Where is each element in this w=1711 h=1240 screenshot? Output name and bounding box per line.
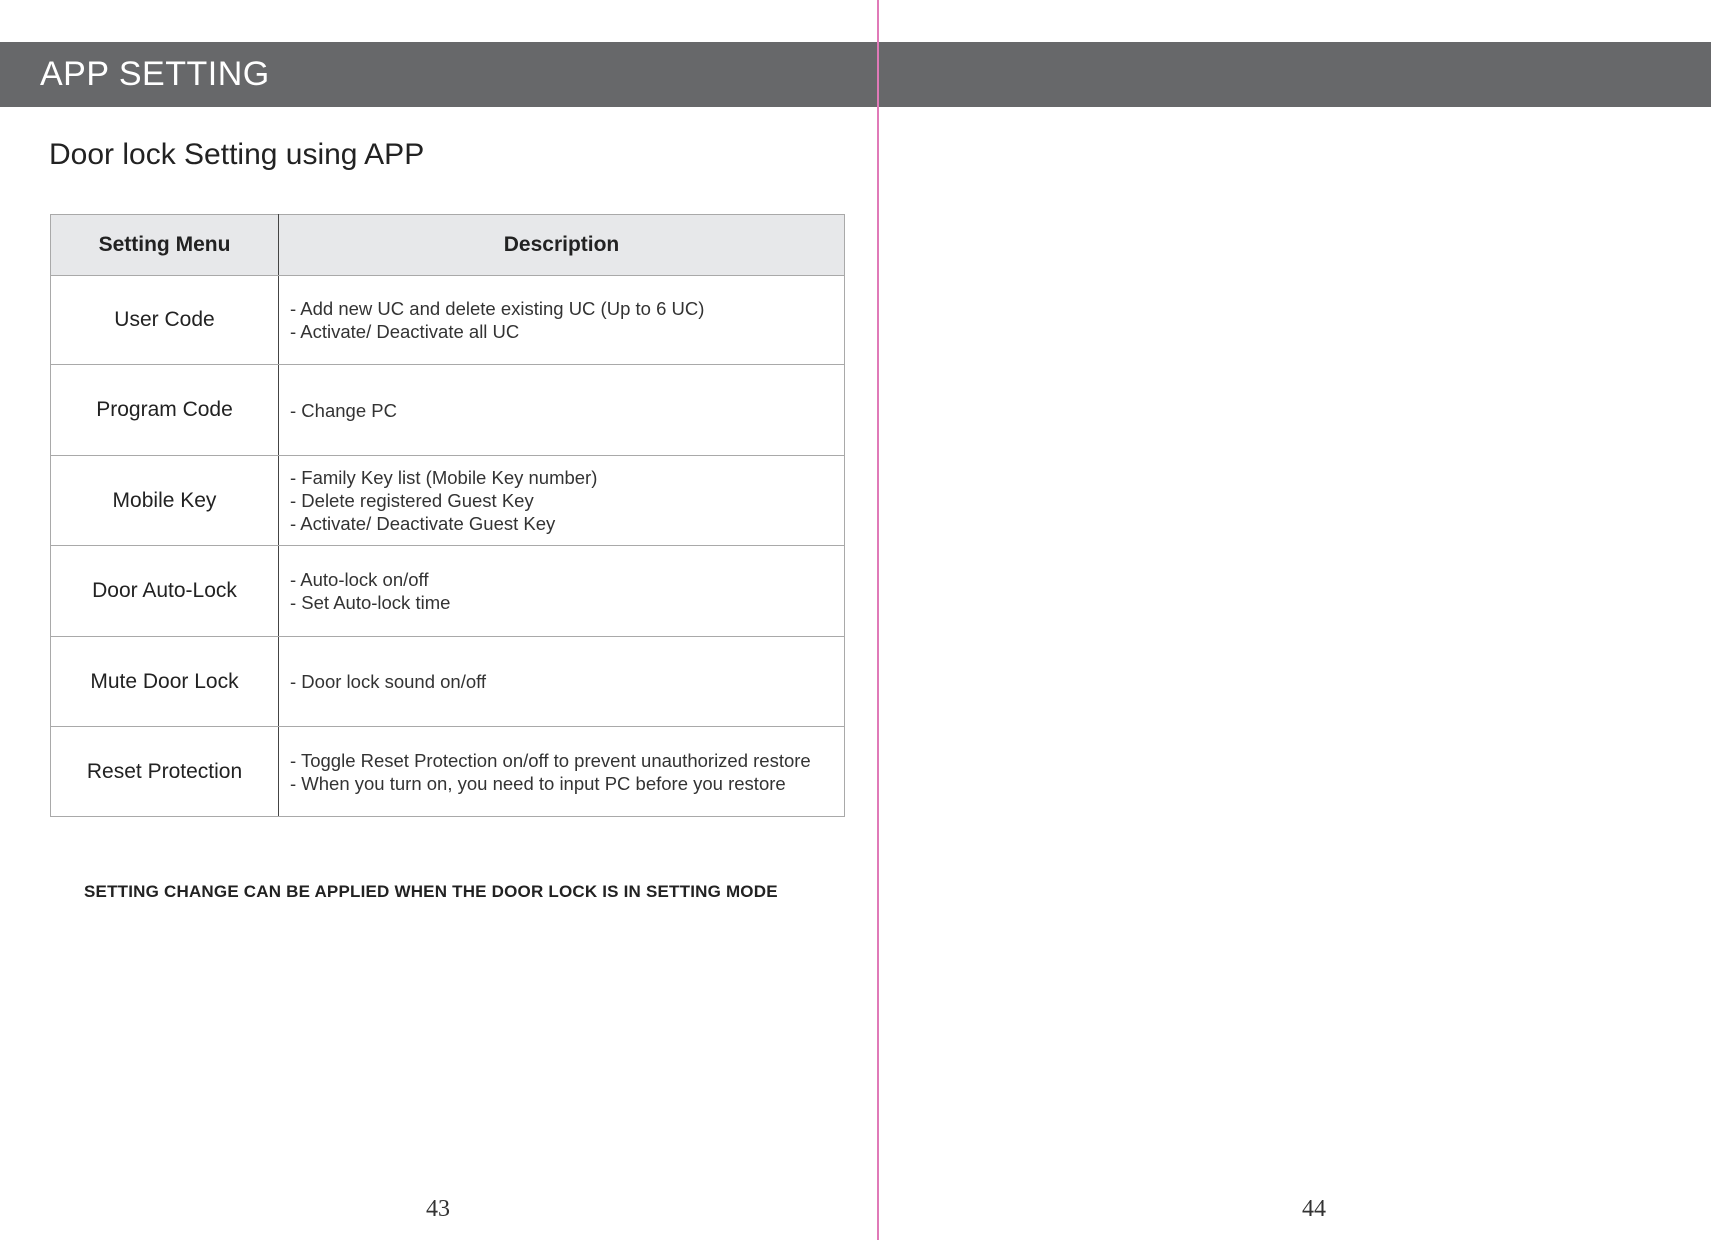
- description-line: - Auto-lock on/off: [290, 569, 429, 590]
- table-row: [51, 637, 845, 727]
- description-line: - When you turn on, you need to input PC before you restore: [290, 772, 786, 794]
- table-row: [51, 727, 845, 817]
- table-row: [51, 276, 845, 365]
- page-number-right: 44: [1302, 1196, 1326, 1222]
- table-row: [51, 546, 845, 637]
- description-line: - Toggle Reset Protection on/off to prevent unauthorized restore: [290, 749, 811, 771]
- description-line: - Add new UC and delete existing UC (Up to 6 UC): [290, 298, 705, 319]
- setting-mode-note: SETTING CHANGE CAN BE APPLIED WHEN THE DOOR LOCK IS IN SETTING MODE: [84, 882, 778, 901]
- table-row: [51, 456, 845, 546]
- menu-cell: Mute Door Lock: [51, 637, 279, 727]
- menu-cell: User Code: [51, 276, 279, 365]
- column-header-description: Description: [279, 215, 845, 276]
- table-row: [51, 365, 845, 456]
- menu-cell: Program Code: [51, 365, 279, 456]
- menu-cell: Reset Protection: [51, 727, 279, 817]
- description-cell: [279, 637, 845, 727]
- description-line: - Change PC: [290, 399, 397, 421]
- description-line: - Activate/ Deactivate all UC: [290, 321, 520, 342]
- page-number-left: 43: [426, 1196, 450, 1222]
- menu-cell: Mobile Key: [51, 456, 279, 546]
- description-cell: [279, 456, 845, 546]
- description-line: - Activate/ Deactivate Guest Key: [290, 513, 556, 534]
- description-line: - Set Auto-lock time: [290, 592, 451, 613]
- description-line: - Family Key list (Mobile Key number): [290, 467, 598, 488]
- page-header-title: APP SETTING: [40, 55, 270, 93]
- menu-cell: Door Auto-Lock: [51, 546, 279, 637]
- section-title: Door lock Setting using APP: [49, 138, 425, 171]
- column-header-setting-menu: Setting Menu: [51, 215, 279, 276]
- description-line: - Door lock sound on/off: [290, 671, 487, 692]
- settings-table: [50, 214, 845, 817]
- description-cell: [279, 546, 845, 637]
- description-line: - Delete registered Guest Key: [290, 490, 534, 511]
- description-cell: [279, 727, 845, 817]
- description-cell: [279, 276, 845, 365]
- description-cell: [279, 365, 845, 456]
- table-header-row: [51, 215, 845, 276]
- page-spine-divider: [877, 0, 879, 1240]
